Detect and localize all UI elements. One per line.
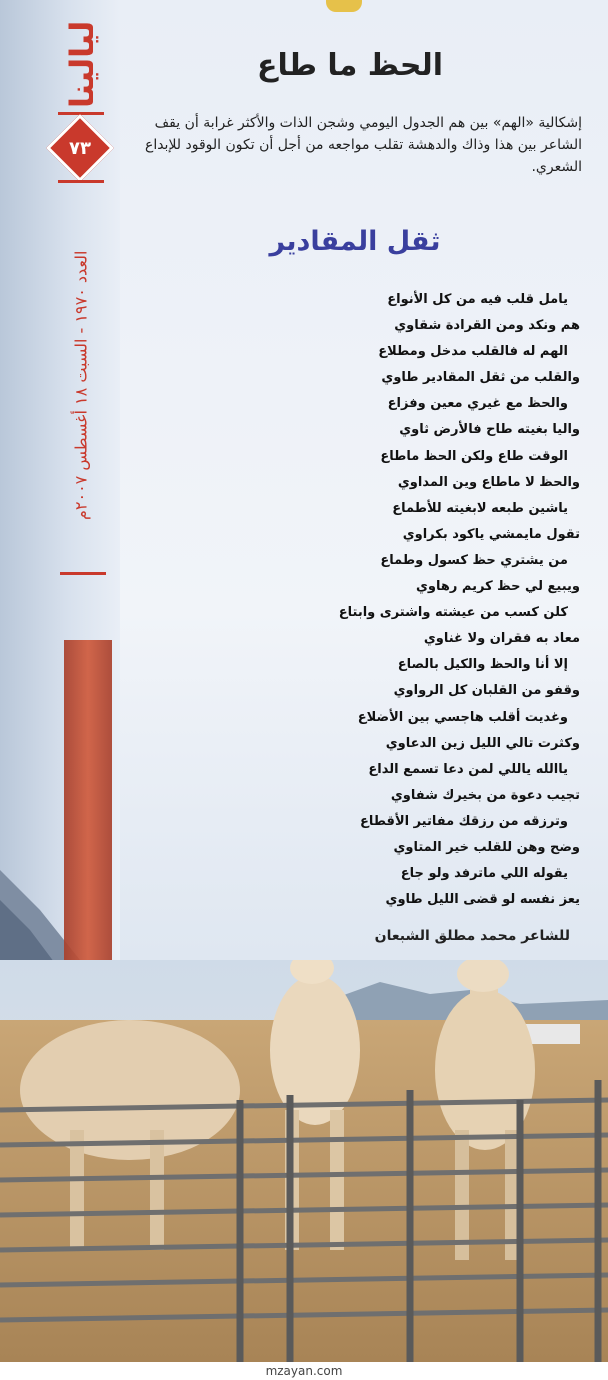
verse-line: كلن كسب من عيشته واشترى وابتاع — [338, 605, 568, 621]
verse-line: وترزقه من رزقك مفاتير الأقطاع — [360, 813, 568, 829]
verse-line: من يشتري حظ كسول وطماع — [380, 552, 568, 568]
verse-line: الوقت طاع ولكن الحظ ماطاع — [380, 448, 568, 464]
intro-paragraph: إشكالية «الهم» بين هم الجدول اليومي وشجن الذات والأكثر غرابة أن يقف الشاعر بين هذا وذاك والدهشة تقلب مواجعه من أجل أن تكون الوقود للإبداع الشعري. — [144, 115, 582, 175]
section-title: ليالينا — [63, 20, 101, 108]
headline: الحظ ما طاع — [256, 48, 444, 83]
verse-line: يامل قلب فيه من كل الأنواع — [387, 292, 568, 307]
verse-line: تقول مايمشي ياكود بكراوي — [402, 526, 580, 542]
verse-line: معاد به فقران ولا غناوي — [423, 631, 580, 647]
verse-line: تجيب دعوة من بخيرك شفاوي — [390, 787, 580, 803]
verse-line: ياشين طبعه لابغيته للأطماع — [392, 500, 568, 516]
poem-body — [140, 292, 580, 918]
divider — [60, 572, 106, 575]
camel-photo — [0, 960, 608, 1362]
verse-line: والحظ لا ماطاع وين المداوي — [397, 474, 580, 490]
verse-line: يعز نفسه لو قضى الليل طاوي — [385, 892, 580, 908]
verse-line: وكثرت تالي الليل زين الدعاوي — [385, 735, 580, 751]
issue-line: العدد ١٩٧٠ - السبت ١٨ أغسطس ٢٠٠٧م — [71, 250, 91, 520]
divider — [58, 180, 104, 183]
verse-line: وضح وهن للقلب خير المتاوي — [393, 839, 580, 855]
watermark: mzayan.com — [0, 1362, 608, 1380]
verse-line: والقلب من ثقل المقادير طاوي — [381, 370, 580, 386]
verse-line: والحظ مع غيري معين وفزاع — [387, 396, 568, 412]
verse-line: ياالله ياللي لمن دعا تسمع الداع — [368, 761, 568, 777]
verse-line: واليا بغيته طاح فالأرض ثاوي — [399, 422, 580, 438]
verse-line: هم ونكد ومن القرادة شقاوي — [394, 318, 580, 334]
poet-credit: للشاعر محمد مطلق الشبعان — [374, 928, 570, 944]
page-number: ٧٣ — [69, 137, 91, 159]
verse-line: ويبيع لي حظ كريم رهاوي — [416, 579, 580, 595]
verse-line: يقوله اللي ماترفد ولو جاع — [400, 866, 568, 882]
verse-line: الهم له فالقلب مدخل ومطلاع — [378, 344, 568, 360]
top-ornament — [326, 0, 362, 12]
verse-line: وغديت أقلب هاجسي بين الأضلاع — [357, 709, 568, 725]
verse-line: إلا أنا والحظ والكيل بالصاع — [397, 657, 568, 673]
poem-title: ثقل المقادير — [269, 226, 441, 257]
verse-line: وقفو من القلبان كل الرواوي — [393, 683, 580, 699]
